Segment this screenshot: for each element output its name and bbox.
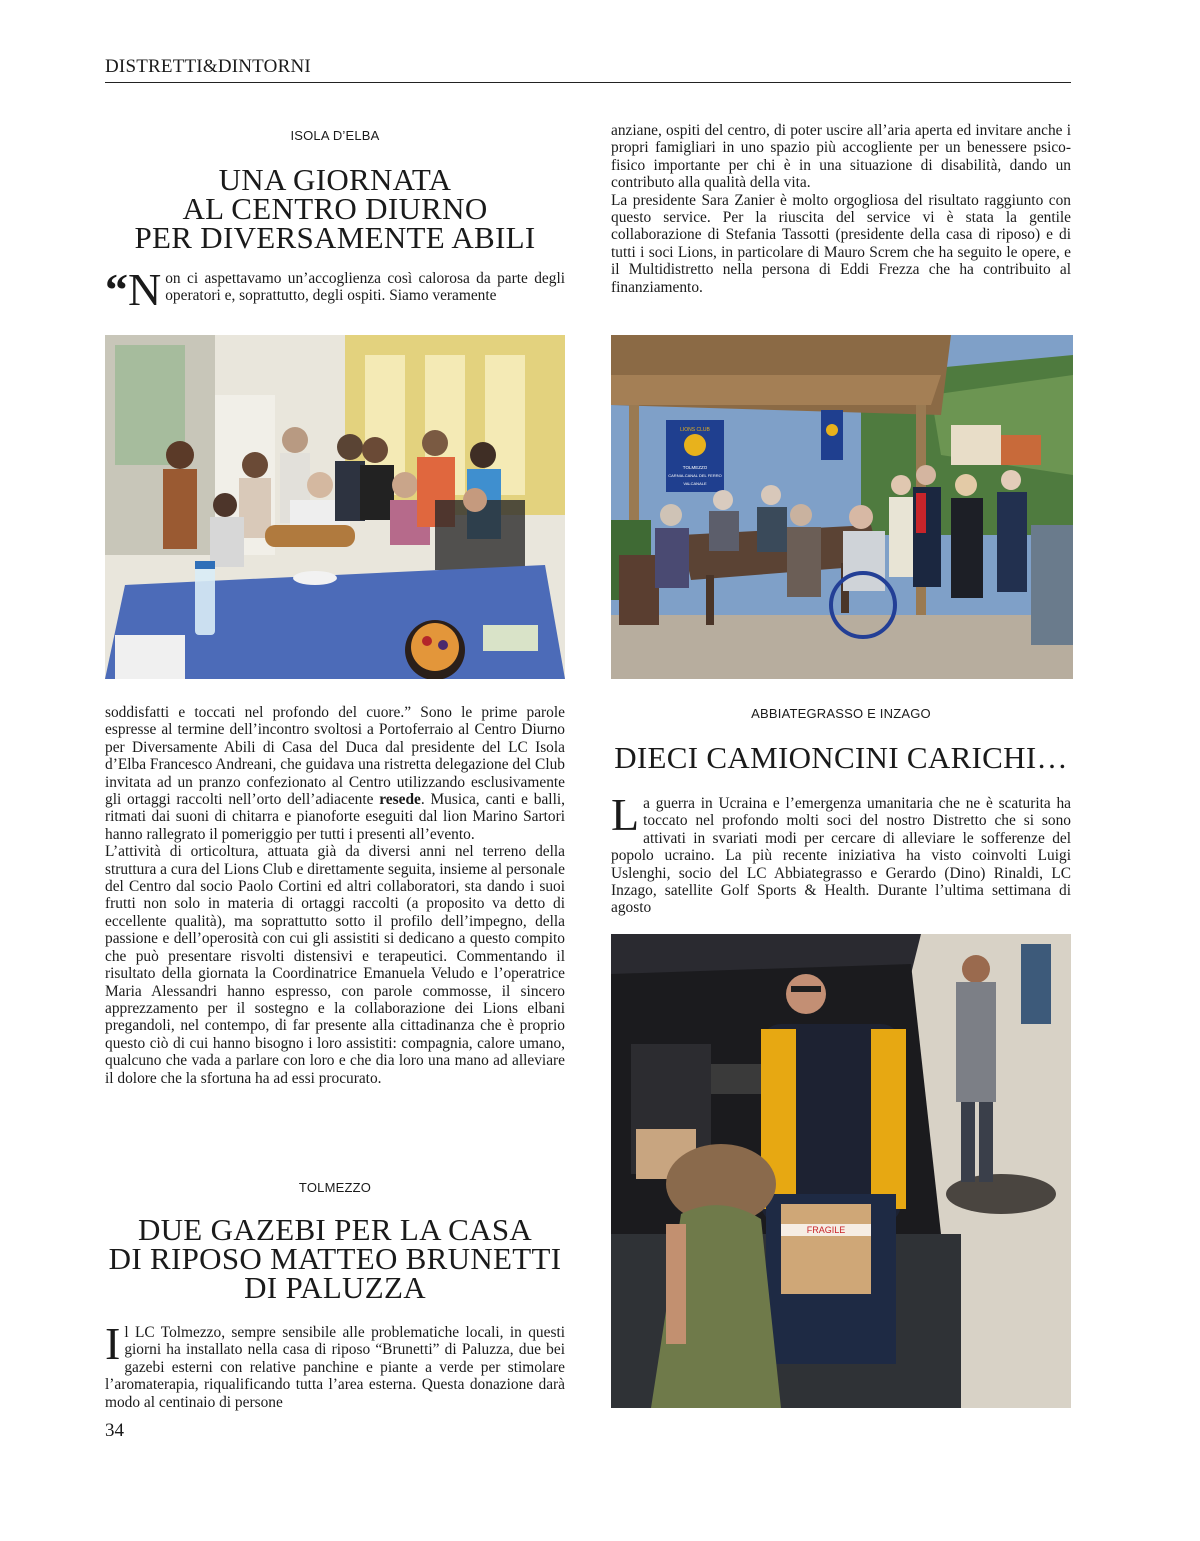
drop-cap: N — [128, 264, 162, 315]
drop-cap: I — [105, 1318, 121, 1369]
title-line: DUE GAZEBI PER LA CASA — [137, 1212, 533, 1247]
article-isola-elba-body — [105, 704, 565, 1087]
article-isola-elba-head — [105, 128, 565, 255]
photo-day-center — [105, 335, 565, 679]
body-paragraph — [105, 1318, 565, 1411]
title-line: UNA GIORNATA — [218, 162, 452, 197]
article-title — [105, 1212, 565, 1305]
quote-mark: “ — [105, 264, 128, 315]
photo-gazebo-group — [611, 335, 1073, 679]
article-kicker: ABBIATEGRASSO E INZAGO — [751, 706, 931, 721]
title-line: DIECI CAMIONCINI CARICHI… — [614, 740, 1068, 775]
article-title — [105, 162, 565, 255]
article-kicker: ISOLA D’ELBA — [290, 128, 380, 143]
sign-text: VALCANALE — [683, 481, 707, 486]
page-number: 34 — [105, 1420, 124, 1441]
drop-cap: L — [611, 789, 640, 840]
body-text: . Musica, canti e balli, ritmati dai suoni di chitarra e pianoforte eseguiti dal lion Marino Sartori hanno rallegrato il pomeriggio per tutti i presenti all’evento. — [105, 791, 565, 843]
body-paragraph: L’attività di orticoltura, attuata già da diversi anni nel terreno della struttura a cura del Lions Club e direttamente seguita, insieme al personale del Centro dal socio Paolo Cortini ed altri collaboratori, sta dando i suoi frutti non solo in materia di ortaggi raccolti (a proposito va detto di eccellente qualità), ma soprattutto sotto il profilo dell’impegno, della passione e dell’operosità con cui gli assistiti si dedicano a questo compito che può presentare risvolti distensivi e terapeutici. Commentando il risultato della giornata la Coordinatrice Emanuela Veludo e l’operatrice Maria Alessandri hanno espresso, con parole commosse, il sincero apprezzamento per il sostegno e la collaborazione dei Lions elbani pregandoli, nel contempo, di far presente alla cittadinanza che è proprio questo ciò di cui hanno bisogno i loro assistiti: compagnia, calore umano, qualcuno che vada a parlare con loro e che dia loro una mano ad alleviare il dolore che la sfortuna ha ad essi procurato. — [105, 843, 565, 1087]
body-text: l LC Tolmezzo, sempre sensibile alle problematiche locali, in questi giorni ha installato nella casa di riposo “Brunetti” di Paluzza, due bei gazebi esterni con relative panchine e piante a verde per stimolare l’aromaterapia, riqualificando tutta l’area esterna. Questa donazione darà modo al centinaio di persone — [105, 1324, 565, 1411]
running-header — [105, 54, 1071, 83]
body-bold-text: resede — [379, 791, 421, 809]
sign-text: CARNIA-CANAL DEL FERRO — [668, 473, 722, 478]
sign-text: TOLMEZZO — [682, 465, 708, 470]
article-intro — [105, 264, 565, 315]
body-paragraph: La presidente Sara Zanier è molto orgogliosa del risultato raggiunto con questo service. Per la riuscita del service vi è stata la gentile collaborazione di Stefania Tassotti (presidente della casa di riposo) e di tutti i soci Lions, in particolare di Mauro Screm che ha seguito le opere, e il Multidistretto nella persona di Eddi Frezza che ha contribuito al finanziamento. — [611, 191, 1071, 296]
article-title — [611, 740, 1071, 775]
intro-text: on ci aspettavamo un’accoglienza così calorosa da parte degli operatori e, soprattutto, degli ospiti. Siamo veramente — [165, 270, 565, 305]
body-text: a guerra in Ucraina e l’emergenza umanitaria che ne è scaturita ha toccato nel profondo molti soci del nostro Distretto che si sono attivati in svariati modi per cercare di alleviare le sofferenze del popolo ucraino. La più recente iniziativa ha visto coinvolti Luigi Uslenghi, socio del LC Abbiategrasso e Gerardo (Dino) Rinaldi, LC Inzago, satellite Golf Sports & Health. Durante l’ultima settimana di agosto — [611, 795, 1071, 917]
body-paragraph — [105, 704, 565, 843]
article-abbiategrasso — [611, 706, 1071, 917]
box-label: FRAGILE — [806, 1225, 846, 1235]
title-line: DI RIPOSO MATTEO BRUNETTI — [108, 1241, 562, 1276]
article-tolmezzo — [105, 1180, 565, 1411]
body-paragraph — [611, 789, 1071, 917]
title-line: DI PALUZZA — [244, 1270, 426, 1305]
sign-text: LIONS CLUB — [680, 427, 710, 433]
body-text: soddisfatti e toccati nel profondo del cuore.” Sono le prime parole espresse al termine dell’incontro svoltosi a Portoferraio al Centro Diurno per Diversamente Abili di Casa del Duca dal presidente del LC Isola d’Elba Francesco Andreani, che guidava una ristretta delegazione del Club invitata ad un pranzo confezionato al Centro utilizzando esclusivamente gli ortaggi raccolti nell’orto dell’adiacente — [105, 704, 565, 809]
article-tolmezzo-continued — [611, 122, 1071, 296]
article-kicker: TOLMEZZO — [298, 1180, 372, 1195]
intro-paragraph — [105, 264, 565, 315]
section-title: DISTRETTI&DINTORNI — [105, 56, 311, 77]
title-line: PER DIVERSAMENTE ABILI — [134, 220, 536, 255]
body-paragraph: anziane, ospiti del centro, di poter uscire all’aria aperta ed invitare anche i propri famigliari in uno spazio più accogliente per un benessere psico-fisico importante per chi è in una situazione di disabilità, dando un contributo alla qualità della vita. — [611, 122, 1071, 192]
title-line: AL CENTRO DIURNO — [182, 191, 488, 226]
photo-loading-van — [611, 934, 1071, 1408]
